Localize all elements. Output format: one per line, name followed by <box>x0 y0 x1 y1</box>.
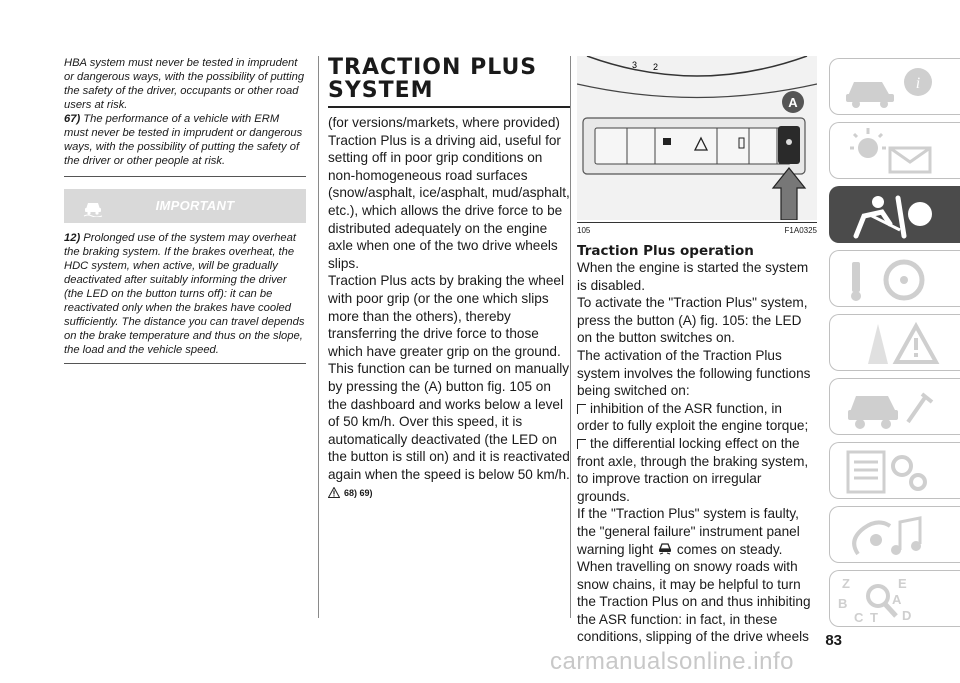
figure-number: 105 <box>577 226 591 235</box>
figure-caption <box>577 222 817 235</box>
tab-starting-driving[interactable] <box>829 250 960 307</box>
bullet-asr <box>577 400 817 435</box>
key-steering-icon <box>838 254 948 304</box>
note-67-number: 67) <box>64 113 81 125</box>
note-67 <box>64 112 306 168</box>
bullet-icon <box>577 439 586 449</box>
callout-a: A <box>788 95 798 110</box>
figure-code: F1A0325 <box>784 226 817 235</box>
note-67-text: The performance of a vehicle with ERM must never be tested in imprudent or dangerous ways, with the possibility of putting the safety of the driver or other people at risk. <box>64 113 303 167</box>
technical-data-icon <box>838 446 948 496</box>
snow-chains-paragraph: When travelling on snowy roads with snow chains, it may be helpful to turn the Traction Plus on and thus inhibiting the ASR function: in fact, in these conditions, slipping of the drive wheels <box>577 559 811 645</box>
tab-warning-lights[interactable] <box>829 122 960 179</box>
page-number: 83 <box>825 632 842 649</box>
fault-text-a: If the "Traction Plus" system is faulty, the "general failure" instrument panel warning light <box>577 506 800 557</box>
safety-notes <box>64 56 306 177</box>
index-letter: E <box>898 576 907 591</box>
svg-text:2: 2 <box>653 62 659 72</box>
index-letter: A <box>892 592 902 607</box>
important-title: IMPORTANT <box>155 198 235 213</box>
right-column <box>577 56 817 646</box>
activate-paragraph: To activate the "Traction Plus" system, press the button (A) fig. 105: the LED on the button switches on. <box>577 295 808 346</box>
index-letter: Z <box>842 576 850 591</box>
fault-paragraph <box>577 505 817 558</box>
multimedia-icon <box>838 510 948 560</box>
svg-text:3: 3 <box>632 60 638 70</box>
svg-text:i: i <box>915 75 921 92</box>
bullet-differential-text: the differential locking effect on the front axle, through the braking system, to improve traction on irregular grounds. <box>577 435 809 504</box>
tab-multimedia[interactable] <box>829 506 960 563</box>
road-warning-icon <box>838 318 948 368</box>
column-divider-1 <box>318 56 319 618</box>
important-notes <box>64 223 306 364</box>
column-divider-2 <box>570 56 571 618</box>
heading-rule <box>328 106 570 108</box>
intro-paragraph: Traction Plus is a driving aid, useful for setting off in poor grip conditions on non-homogeneous road surfaces (snow/asphalt, ice/asphalt, mud/asphalt, etc.), which allows the drive force to be distributed adequately on the engine axle when one of the two drive wheels slips. <box>328 132 570 271</box>
warning-references <box>328 487 570 498</box>
warning-lights-icon <box>838 126 948 176</box>
bullet-icon <box>577 404 586 414</box>
operation-subheading: Traction Plus operation <box>577 243 754 259</box>
versions-note: (for versions/markets, where provided) <box>328 115 560 130</box>
warning-ref-numbers: 68) 69) <box>344 487 373 498</box>
important-banner <box>64 189 306 223</box>
left-column <box>64 56 306 364</box>
car-service-icon <box>838 382 948 432</box>
braking-paragraph: Traction Plus acts by braking the wheel with poor grip (or the one which slips more than the others), thereby transferring the drive force to those which have greater grip on the ground. <box>328 273 564 359</box>
tab-technical-data[interactable] <box>829 442 960 499</box>
middle-column <box>328 56 570 498</box>
tab-maintenance[interactable] <box>829 378 960 435</box>
index-letter: T <box>870 610 878 624</box>
car-info-icon <box>838 62 948 112</box>
fault-text-b: comes on steady. <box>676 541 783 557</box>
tab-emergency[interactable] <box>829 314 960 371</box>
tab-index[interactable] <box>829 570 960 627</box>
airbag-seat-icon <box>838 190 948 240</box>
bullet-differential <box>577 435 817 505</box>
warning-triangle-icon <box>328 487 340 498</box>
heading-line-1: TRACTION PLUS <box>328 55 538 80</box>
section-heading <box>328 56 570 102</box>
functions-paragraph: The activation of the Traction Plus system involves the following functions being switched on: <box>577 347 811 399</box>
engine-start-paragraph: When the engine is started the system is disabled. <box>577 260 809 293</box>
tab-safety[interactable] <box>829 186 960 243</box>
index-search-icon <box>838 574 948 624</box>
manual-activation-paragraph: This function can be turned on manually by pressing the (A) button fig. 105 on the dashboard and works below a level of 50 km/h. Over this speed, it is automatically deactivated (the LED on the button is still on) and it is reactivated again when the speed is below 50 km/h. <box>328 361 570 482</box>
note-12-number: 12) <box>64 232 81 244</box>
index-letter: D <box>902 608 912 623</box>
index-letter: C <box>854 610 864 624</box>
note-12 <box>64 231 306 357</box>
note-12-text: Prolonged use of the system may overheat the braking system. If the brakes overheat, the HDC system, when active, will be gradually deactivated after suitably informing the driver (the LED on the button turns off): it can be reactivated only when the brakes have cooled sufficiently. The distance you can travel depends on the brake temperature and thus on the slope, the load and the vehicle speed. <box>64 232 305 356</box>
general-failure-warning-icon <box>657 542 673 556</box>
figure-105 <box>577 56 817 220</box>
heading-line-2: SYSTEM <box>328 78 434 103</box>
watermark: carmanualsonline.info <box>550 648 794 675</box>
continuation-text: HBA system must never be tested in imprudent or dangerous ways, with the possibility of putting the safety of the driver, occupants or other road users at risk. <box>64 57 305 111</box>
index-letter: B <box>838 596 848 611</box>
bullet-asr-text: inhibition of the ASR function, in order to fully exploit the engine torque; <box>577 400 809 434</box>
dashboard-button-illustration <box>577 56 817 220</box>
tab-car-info[interactable] <box>829 58 960 115</box>
